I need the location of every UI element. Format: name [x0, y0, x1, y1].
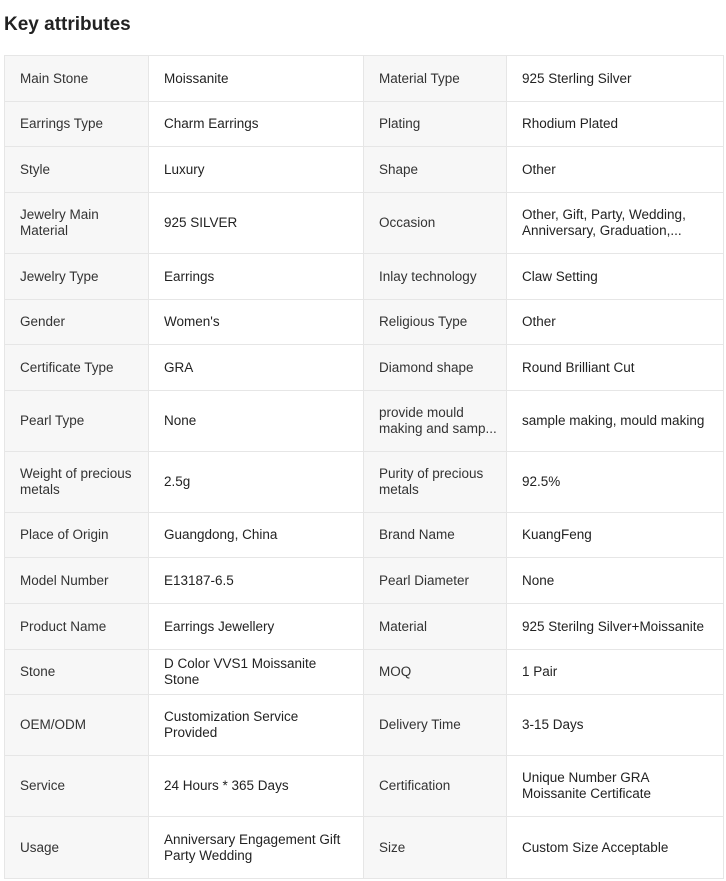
attribute-key-cell — [364, 604, 507, 650]
attribute-value-cell — [149, 193, 364, 254]
attribute-value: Rhodium Plated — [522, 116, 619, 131]
attribute-value: 925 Sterling Silver — [522, 70, 632, 86]
attribute-key-cell — [364, 695, 507, 756]
attribute-key-cell — [5, 817, 149, 879]
attribute-value: None — [164, 413, 197, 428]
attribute-key-cell — [5, 345, 149, 391]
attribute-value-cell — [507, 56, 724, 102]
table-row — [5, 756, 724, 817]
attribute-value-cell — [149, 650, 364, 695]
attribute-key: Size — [379, 839, 406, 855]
attribute-key-cell — [364, 56, 507, 102]
attribute-key: Main Stone — [20, 70, 89, 86]
attribute-key-cell — [5, 102, 149, 147]
attribute-value-cell — [149, 254, 364, 300]
attribute-key-cell — [5, 513, 149, 558]
attribute-key: Model Number — [20, 572, 109, 588]
attribute-value: 1 Pair — [522, 664, 558, 679]
attribute-value-cell — [507, 254, 724, 300]
table-row — [5, 452, 724, 513]
attribute-value: Earrings — [164, 268, 215, 284]
attribute-key: Delivery Time — [379, 717, 461, 732]
attribute-value: D Color VVS1 Moissanite Stone — [164, 656, 317, 687]
attribute-value: 24 Hours * 365 Days — [164, 778, 289, 793]
attribute-key: Occasion — [379, 215, 436, 230]
attribute-key: Certificate Type — [20, 359, 114, 375]
attribute-value-cell — [507, 193, 724, 254]
attribute-value: Women's — [164, 314, 220, 329]
attribute-value: E13187-6.5 — [164, 572, 234, 588]
attribute-key-cell — [5, 56, 149, 102]
attribute-value-cell — [507, 391, 724, 452]
attribute-key: Pearl Diameter — [379, 572, 470, 588]
attribute-key-cell — [5, 391, 149, 452]
attribute-value: Moissanite — [164, 70, 229, 86]
table-row — [5, 604, 724, 650]
attribute-key-cell — [364, 513, 507, 558]
attribute-value: KuangFeng — [522, 527, 592, 542]
attribute-key-cell — [364, 345, 507, 391]
table-row — [5, 254, 724, 300]
attribute-key-cell — [364, 558, 507, 604]
attribute-value: Luxury — [164, 161, 205, 177]
attribute-value-cell — [149, 300, 364, 345]
attributes-table — [4, 55, 724, 879]
attribute-value: None — [522, 572, 555, 588]
attribute-value-cell — [507, 756, 724, 817]
attribute-key: Material Type — [379, 70, 460, 86]
attribute-key-cell — [5, 650, 149, 695]
section-title: Key attributes — [4, 14, 131, 35]
attribute-value: Unique Number GRA Moissanite Certificate — [522, 770, 652, 801]
attribute-key: OEM/ODM — [20, 717, 86, 732]
attribute-key: Plating — [379, 116, 421, 131]
attribute-key: Brand Name — [379, 527, 455, 542]
attribute-key-cell — [5, 756, 149, 817]
attribute-value-cell — [507, 300, 724, 345]
attribute-key-cell — [364, 817, 507, 879]
table-row — [5, 300, 724, 345]
attribute-key: Stone — [20, 664, 56, 679]
table-row — [5, 102, 724, 147]
attribute-value-cell — [507, 695, 724, 756]
attribute-value: Other — [522, 314, 556, 329]
attribute-value: Claw Setting — [522, 268, 598, 284]
attribute-value-cell — [149, 756, 364, 817]
attribute-value: 2.5g — [164, 474, 191, 489]
attribute-key-cell — [364, 147, 507, 193]
attribute-value: Earrings Jewellery — [164, 618, 275, 634]
attribute-value-cell — [149, 695, 364, 756]
attribute-key-cell — [5, 193, 149, 254]
attribute-value: Anniversary Engagement Gift Party Wedding — [164, 831, 341, 863]
table-row — [5, 558, 724, 604]
attribute-key: Place of Origin — [20, 527, 109, 542]
table-row — [5, 193, 724, 254]
attribute-value-cell — [507, 452, 724, 513]
attribute-key-cell — [364, 193, 507, 254]
attribute-key-cell — [5, 452, 149, 513]
attribute-key: Usage — [20, 839, 60, 855]
attribute-key: Certification — [379, 778, 451, 793]
attribute-key: Religious Type — [379, 314, 468, 329]
attribute-key-cell — [5, 558, 149, 604]
table-row — [5, 345, 724, 391]
attribute-key-cell — [364, 102, 507, 147]
attribute-key: Shape — [379, 161, 419, 177]
attribute-key: Service — [20, 778, 66, 793]
attribute-value: 92.5% — [522, 474, 561, 489]
attribute-key-cell — [364, 391, 507, 452]
attribute-key-cell — [5, 604, 149, 650]
attribute-value: Custom Size Acceptable — [522, 839, 669, 855]
attribute-value-cell — [149, 513, 364, 558]
attribute-value-cell — [149, 817, 364, 879]
attribute-key-cell — [5, 147, 149, 193]
attribute-value: 925 SILVER — [164, 215, 238, 230]
attribute-key: Jewelry Main Material — [20, 207, 99, 238]
attributes-table-body — [5, 56, 724, 879]
attribute-key: Jewelry Type — [20, 268, 99, 284]
table-row — [5, 513, 724, 558]
attribute-value-cell — [149, 56, 364, 102]
attribute-value-cell — [507, 650, 724, 695]
attribute-value-cell — [507, 817, 724, 879]
attribute-value-cell — [149, 391, 364, 452]
attribute-value: Round Brilliant Cut — [522, 359, 635, 375]
attribute-value-cell — [149, 345, 364, 391]
attribute-value: 3-15 Days — [522, 717, 584, 732]
attribute-value-cell — [149, 147, 364, 193]
table-row — [5, 817, 724, 879]
attribute-key-cell — [5, 254, 149, 300]
attribute-key-cell — [364, 300, 507, 345]
table-row — [5, 391, 724, 452]
attribute-value-cell — [149, 604, 364, 650]
attribute-key: Purity of precious metals — [379, 466, 484, 497]
attribute-value: Customization Service Provided — [164, 709, 299, 740]
attribute-key-cell — [364, 756, 507, 817]
attribute-value-cell — [507, 102, 724, 147]
attribute-key: Diamond shape — [379, 359, 474, 375]
table-row — [5, 695, 724, 756]
attribute-value: 925 Sterilng Silver+Moissanite — [522, 618, 704, 634]
attribute-key-cell — [364, 452, 507, 513]
attribute-value: GRA — [164, 359, 194, 375]
attribute-value-cell — [149, 102, 364, 147]
attribute-value: Charm Earrings — [164, 116, 259, 131]
attribute-value-cell — [149, 452, 364, 513]
table-row — [5, 56, 724, 102]
attribute-key-cell — [5, 300, 149, 345]
attribute-value-cell — [507, 345, 724, 391]
attribute-value: Guangdong, China — [164, 527, 278, 542]
attribute-key: Style — [20, 161, 51, 177]
table-row — [5, 650, 724, 695]
attribute-value: Other — [522, 161, 556, 177]
table-row — [5, 147, 724, 193]
attribute-value-cell — [149, 558, 364, 604]
attribute-key: Weight of precious metals — [20, 466, 132, 497]
attribute-key-cell — [364, 254, 507, 300]
attribute-key: Material — [379, 618, 428, 634]
attribute-key: Product Name — [20, 618, 107, 634]
attribute-value: Other, Gift, Party, Wedding, Anniversary, Graduation,... — [522, 207, 686, 238]
attribute-key: Earrings Type — [20, 116, 104, 131]
attribute-key: Gender — [20, 314, 66, 329]
attribute-key-cell — [364, 650, 507, 695]
attribute-key: MOQ — [379, 664, 412, 679]
attribute-value-cell — [507, 513, 724, 558]
attribute-key-cell — [5, 695, 149, 756]
attribute-value-cell — [507, 558, 724, 604]
attribute-key: Pearl Type — [20, 413, 85, 428]
attribute-key: Inlay technology — [379, 268, 477, 284]
attribute-value: sample making, mould making — [522, 413, 705, 428]
attribute-value-cell — [507, 604, 724, 650]
attribute-key: provide mould making and samp... — [379, 405, 497, 436]
attribute-value-cell — [507, 147, 724, 193]
